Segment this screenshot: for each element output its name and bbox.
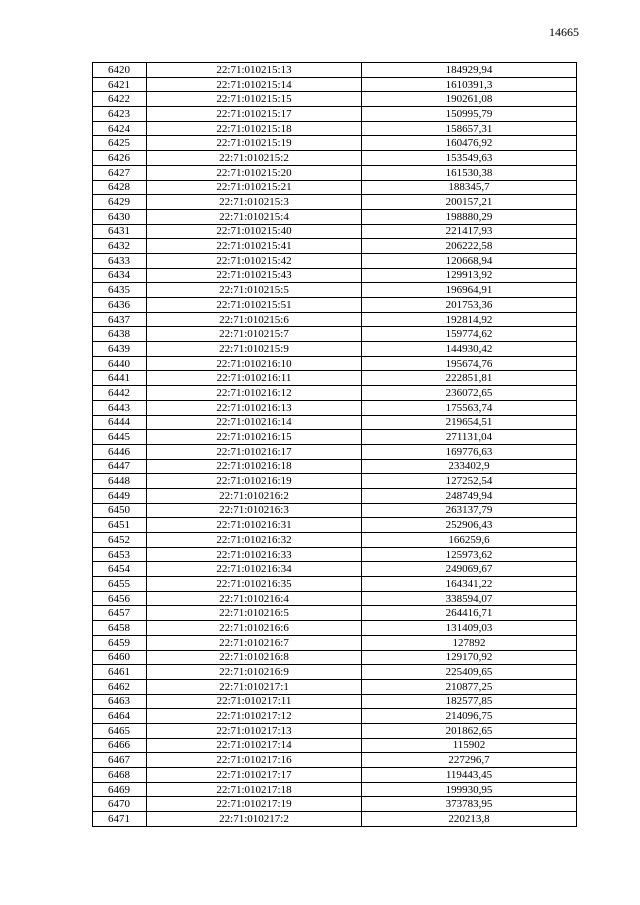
table-row (93, 92, 577, 107)
cadastral-value-cell: 201862,65 (362, 723, 577, 738)
cadastral-value-cell: 182577,85 (362, 694, 577, 709)
cadastral-value-cell: 233402,9 (362, 459, 577, 474)
row-number-cell: 6429 (93, 195, 147, 210)
row-number-cell: 6431 (93, 224, 147, 239)
table-row (93, 224, 577, 239)
table-row (93, 723, 577, 738)
cadastral-number-cell: 22:71:010215:42 (147, 253, 362, 268)
cadastral-value-cell: 252906,43 (362, 518, 577, 533)
table-row (93, 577, 577, 592)
cadastral-number-cell: 22:71:010217:11 (147, 694, 362, 709)
table-row (93, 738, 577, 753)
cadastral-value-cell: 119443,45 (362, 768, 577, 783)
table-body (93, 63, 577, 827)
cadastral-number-cell: 22:71:010215:14 (147, 77, 362, 92)
table-row (93, 753, 577, 768)
table-row (93, 209, 577, 224)
cadastral-value-cell: 159774,62 (362, 327, 577, 342)
table-row (93, 591, 577, 606)
table-row (93, 342, 577, 357)
row-number-cell: 6444 (93, 415, 147, 430)
row-number-cell: 6441 (93, 371, 147, 386)
cadastral-number-cell: 22:71:010215:41 (147, 239, 362, 254)
table-row (93, 533, 577, 548)
cadastral-number-cell: 22:71:010216:34 (147, 562, 362, 577)
cadastral-number-cell: 22:71:010216:18 (147, 459, 362, 474)
cadastral-number-cell: 22:71:010215:3 (147, 195, 362, 210)
page-number: 14665 (549, 25, 579, 39)
cadastral-value-cell: 210877,25 (362, 679, 577, 694)
cadastral-number-cell: 22:71:010215:21 (147, 180, 362, 195)
cadastral-number-cell: 22:71:010216:35 (147, 577, 362, 592)
row-number-cell: 6464 (93, 709, 147, 724)
cadastral-value-cell: 263137,79 (362, 503, 577, 518)
row-number-cell: 6432 (93, 239, 147, 254)
table-row (93, 63, 577, 78)
cadastral-value-cell: 115902 (362, 738, 577, 753)
cadastral-value-cell: 129170,92 (362, 650, 577, 665)
cadastral-number-cell: 22:71:010216:12 (147, 386, 362, 401)
row-number-cell: 6439 (93, 342, 147, 357)
cadastral-number-cell: 22:71:010216:5 (147, 606, 362, 621)
cadastral-value-cell: 236072,65 (362, 386, 577, 401)
row-number-cell: 6428 (93, 180, 147, 195)
row-number-cell: 6443 (93, 400, 147, 415)
cadastral-number-cell: 22:71:010215:19 (147, 136, 362, 151)
cadastral-value-cell: 131409,03 (362, 621, 577, 636)
row-number-cell: 6458 (93, 621, 147, 636)
row-number-cell: 6456 (93, 591, 147, 606)
table-row (93, 327, 577, 342)
cadastral-value-cell: 195674,76 (362, 356, 577, 371)
cadastral-number-cell: 22:71:010217:19 (147, 797, 362, 812)
row-number-cell: 6436 (93, 298, 147, 313)
row-number-cell: 6437 (93, 312, 147, 327)
cadastral-number-cell: 22:71:010215:5 (147, 283, 362, 298)
row-number-cell: 6450 (93, 503, 147, 518)
table-row (93, 136, 577, 151)
row-number-cell: 6463 (93, 694, 147, 709)
table-row (93, 400, 577, 415)
cadastral-value-cell: 225409,65 (362, 665, 577, 680)
table-row (93, 635, 577, 650)
cadastral-number-cell: 22:71:010217:16 (147, 753, 362, 768)
cadastral-number-cell: 22:71:010217:13 (147, 723, 362, 738)
row-number-cell: 6462 (93, 679, 147, 694)
cadastral-value-cell: 196964,91 (362, 283, 577, 298)
table-row (93, 812, 577, 827)
cadastral-value-cell: 199930,95 (362, 782, 577, 797)
row-number-cell: 6461 (93, 665, 147, 680)
cadastral-number-cell: 22:71:010216:8 (147, 650, 362, 665)
table-row (93, 415, 577, 430)
cadastral-value-cell: 201753,36 (362, 298, 577, 313)
cadastral-number-cell: 22:71:010216:19 (147, 474, 362, 489)
cadastral-number-cell: 22:71:010216:4 (147, 591, 362, 606)
cadastral-value-table (92, 62, 577, 827)
cadastral-number-cell: 22:71:010215:15 (147, 92, 362, 107)
cadastral-number-cell: 22:71:010215:51 (147, 298, 362, 313)
table-row (93, 195, 577, 210)
cadastral-value-cell: 338594,07 (362, 591, 577, 606)
table-row (93, 547, 577, 562)
row-number-cell: 6445 (93, 430, 147, 445)
cadastral-number-cell: 22:71:010216:11 (147, 371, 362, 386)
row-number-cell: 6426 (93, 151, 147, 166)
cadastral-value-cell: 161530,38 (362, 165, 577, 180)
row-number-cell: 6442 (93, 386, 147, 401)
cadastral-number-cell: 22:71:010215:6 (147, 312, 362, 327)
cadastral-number-cell: 22:71:010216:33 (147, 547, 362, 562)
cadastral-value-cell: 271131,04 (362, 430, 577, 445)
row-number-cell: 6440 (93, 356, 147, 371)
table-row (93, 312, 577, 327)
table-row (93, 151, 577, 166)
cadastral-value-cell: 160476,92 (362, 136, 577, 151)
cadastral-value-cell: 164341,22 (362, 577, 577, 592)
cadastral-value-cell: 248749,94 (362, 488, 577, 503)
cadastral-number-cell: 22:71:010215:4 (147, 209, 362, 224)
cadastral-number-cell: 22:71:010216:7 (147, 635, 362, 650)
row-number-cell: 6434 (93, 268, 147, 283)
table-row (93, 239, 577, 254)
table-row (93, 268, 577, 283)
row-number-cell: 6459 (93, 635, 147, 650)
cadastral-value-cell: 200157,21 (362, 195, 577, 210)
table-row (93, 298, 577, 313)
row-number-cell: 6438 (93, 327, 147, 342)
cadastral-number-cell: 22:71:010217:18 (147, 782, 362, 797)
table-row (93, 474, 577, 489)
cadastral-value-cell: 127252,54 (362, 474, 577, 489)
row-number-cell: 6469 (93, 782, 147, 797)
row-number-cell: 6468 (93, 768, 147, 783)
cadastral-number-cell: 22:71:010217:1 (147, 679, 362, 694)
row-number-cell: 6427 (93, 165, 147, 180)
cadastral-number-cell: 22:71:010215:20 (147, 165, 362, 180)
row-number-cell: 6421 (93, 77, 147, 92)
row-number-cell: 6422 (93, 92, 147, 107)
cadastral-value-cell: 227296,7 (362, 753, 577, 768)
table-row (93, 180, 577, 195)
table-row (93, 386, 577, 401)
cadastral-value-cell: 1610391,3 (362, 77, 577, 92)
cadastral-value-cell: 169776,63 (362, 444, 577, 459)
cadastral-value-cell: 127892 (362, 635, 577, 650)
table-row (93, 430, 577, 445)
cadastral-number-cell: 22:71:010216:9 (147, 665, 362, 680)
cadastral-value-cell: 373783,95 (362, 797, 577, 812)
row-number-cell: 6453 (93, 547, 147, 562)
cadastral-value-cell: 166259,6 (362, 533, 577, 548)
cadastral-value-cell: 175563,74 (362, 400, 577, 415)
cadastral-number-cell: 22:71:010216:3 (147, 503, 362, 518)
table-row (93, 371, 577, 386)
table-row (93, 165, 577, 180)
cadastral-number-cell: 22:71:010216:6 (147, 621, 362, 636)
cadastral-value-cell: 120668,94 (362, 253, 577, 268)
cadastral-value-cell: 249069,67 (362, 562, 577, 577)
table-row (93, 797, 577, 812)
cadastral-number-cell: 22:71:010216:14 (147, 415, 362, 430)
row-number-cell: 6424 (93, 121, 147, 136)
table-row (93, 107, 577, 122)
row-number-cell: 6423 (93, 107, 147, 122)
cadastral-number-cell: 22:71:010215:13 (147, 63, 362, 78)
cadastral-number-cell: 22:71:010216:10 (147, 356, 362, 371)
row-number-cell: 6447 (93, 459, 147, 474)
cadastral-value-cell: 220213,8 (362, 812, 577, 827)
table-row (93, 650, 577, 665)
cadastral-value-cell: 129913,92 (362, 268, 577, 283)
cadastral-number-cell: 22:71:010215:7 (147, 327, 362, 342)
row-number-cell: 6448 (93, 474, 147, 489)
row-number-cell: 6465 (93, 723, 147, 738)
row-number-cell: 6451 (93, 518, 147, 533)
table-row (93, 621, 577, 636)
cadastral-value-cell: 158657,31 (362, 121, 577, 136)
cadastral-value-cell: 221417,93 (362, 224, 577, 239)
cadastral-value-cell: 219654,51 (362, 415, 577, 430)
table-row (93, 444, 577, 459)
cadastral-number-cell: 22:71:010216:31 (147, 518, 362, 533)
cadastral-value-cell: 214096,75 (362, 709, 577, 724)
table-row (93, 562, 577, 577)
row-number-cell: 6454 (93, 562, 147, 577)
table-row (93, 665, 577, 680)
cadastral-value-cell: 153549,63 (362, 151, 577, 166)
table-row (93, 782, 577, 797)
table-row (93, 606, 577, 621)
table-row (93, 518, 577, 533)
row-number-cell: 6470 (93, 797, 147, 812)
cadastral-number-cell: 22:71:010217:12 (147, 709, 362, 724)
table-row (93, 459, 577, 474)
table-row (93, 709, 577, 724)
cadastral-number-cell: 22:71:010215:9 (147, 342, 362, 357)
cadastral-number-cell: 22:71:010215:18 (147, 121, 362, 136)
row-number-cell: 6425 (93, 136, 147, 151)
cadastral-number-cell: 22:71:010216:15 (147, 430, 362, 445)
cadastral-number-cell: 22:71:010216:2 (147, 488, 362, 503)
table-row (93, 77, 577, 92)
cadastral-number-cell: 22:71:010217:14 (147, 738, 362, 753)
row-number-cell: 6446 (93, 444, 147, 459)
row-number-cell: 6452 (93, 533, 147, 548)
table-row (93, 283, 577, 298)
cadastral-number-cell: 22:71:010216:17 (147, 444, 362, 459)
cadastral-number-cell: 22:71:010215:2 (147, 151, 362, 166)
table-row (93, 488, 577, 503)
cadastral-value-cell: 125973,62 (362, 547, 577, 562)
cadastral-number-cell: 22:71:010215:17 (147, 107, 362, 122)
cadastral-value-cell: 206222,58 (362, 239, 577, 254)
row-number-cell: 6420 (93, 63, 147, 78)
row-number-cell: 6430 (93, 209, 147, 224)
cadastral-value-cell: 144930,42 (362, 342, 577, 357)
row-number-cell: 6466 (93, 738, 147, 753)
row-number-cell: 6433 (93, 253, 147, 268)
row-number-cell: 6467 (93, 753, 147, 768)
cadastral-value-cell: 198880,29 (362, 209, 577, 224)
cadastral-number-cell: 22:71:010215:40 (147, 224, 362, 239)
table-row (93, 121, 577, 136)
cadastral-value-cell: 188345,7 (362, 180, 577, 195)
row-number-cell: 6457 (93, 606, 147, 621)
row-number-cell: 6449 (93, 488, 147, 503)
cadastral-value-cell: 184929,94 (362, 63, 577, 78)
table-row (93, 503, 577, 518)
row-number-cell: 6460 (93, 650, 147, 665)
table-row (93, 694, 577, 709)
cadastral-value-cell: 192814,92 (362, 312, 577, 327)
cadastral-number-cell: 22:71:010216:13 (147, 400, 362, 415)
table-row (93, 253, 577, 268)
row-number-cell: 6471 (93, 812, 147, 827)
table-row (93, 356, 577, 371)
cadastral-value-cell: 150995,79 (362, 107, 577, 122)
cadastral-value-cell: 264416,71 (362, 606, 577, 621)
row-number-cell: 6455 (93, 577, 147, 592)
table-row (93, 679, 577, 694)
cadastral-value-cell: 222851,81 (362, 371, 577, 386)
cadastral-value-cell: 190261,08 (362, 92, 577, 107)
table-row (93, 768, 577, 783)
cadastral-number-cell: 22:71:010217:2 (147, 812, 362, 827)
cadastral-number-cell: 22:71:010217:17 (147, 768, 362, 783)
cadastral-number-cell: 22:71:010215:43 (147, 268, 362, 283)
cadastral-number-cell: 22:71:010216:32 (147, 533, 362, 548)
row-number-cell: 6435 (93, 283, 147, 298)
